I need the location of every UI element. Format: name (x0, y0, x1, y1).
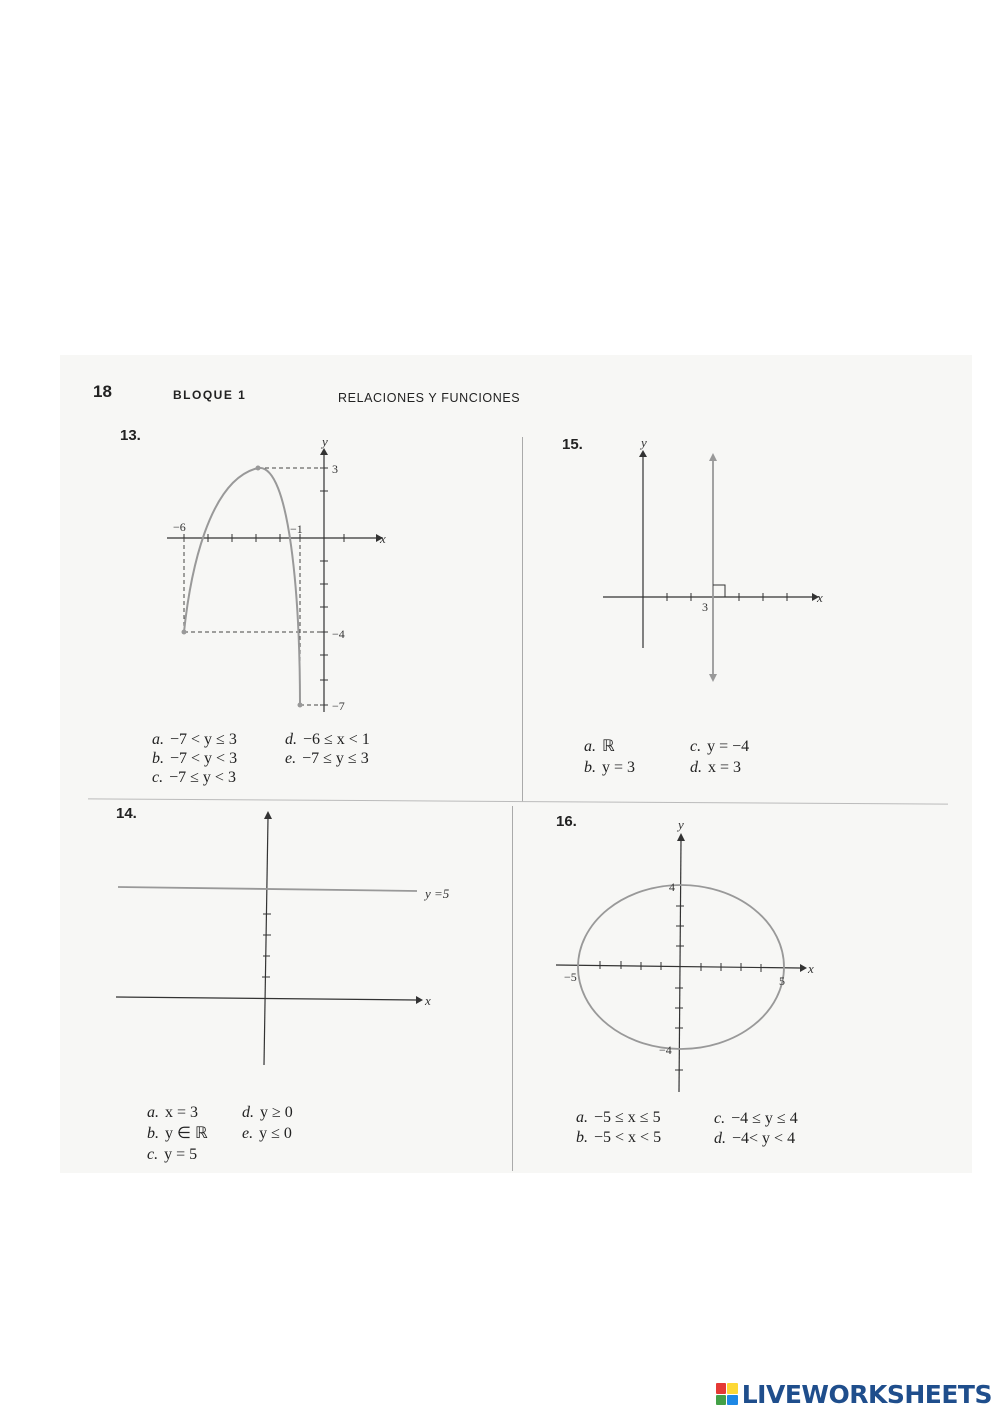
q16-y-label-4: 4 (669, 880, 675, 894)
question-16-graph (552, 812, 822, 1097)
question-14-number: 14. (116, 805, 137, 822)
q13-option-b[interactable]: b. −7 < y < 3 (152, 750, 238, 767)
q15-x-label-3: 3 (702, 600, 708, 614)
q15-y-axis-label: y (641, 435, 647, 450)
question-15-graph (595, 432, 835, 692)
q13-option-e[interactable]: e. −7 ≤ y ≤ 3 (285, 750, 369, 767)
q13-x-axis-label: x (380, 531, 386, 546)
q13-y-axis-label: y (322, 434, 328, 449)
q14-option-e[interactable]: e. y ≤ 0 (242, 1125, 292, 1142)
liveworksheets-logo-icon (716, 1383, 738, 1405)
q16-x-label-5: 5 (779, 974, 785, 988)
q16-y-label-neg4: −4 (659, 1043, 672, 1057)
q14-option-d[interactable]: d. y ≥ 0 (242, 1104, 293, 1121)
q15-option-d[interactable]: d. x = 3 (690, 759, 742, 776)
q13-x-label-neg1: −1 (290, 522, 303, 536)
q15-option-b[interactable]: b. y = 3 (584, 759, 636, 776)
q16-x-label-neg5: −5 (564, 970, 577, 984)
question-13-number: 13. (120, 427, 141, 444)
q16-y-axis-label: y (678, 817, 684, 832)
section-title: RELACIONES Y FUNCIONES (338, 391, 521, 405)
q15-option-a[interactable]: a. ℝ (584, 738, 615, 755)
column-divider-top (522, 437, 523, 802)
q16-option-d[interactable]: d. −4< y < 4 (714, 1130, 796, 1147)
block-title: BLOQUE 1 (173, 388, 247, 402)
question-16-number: 16. (556, 813, 577, 830)
q16-x-axis-label: x (808, 961, 814, 976)
q16-option-a[interactable]: a. −5 ≤ x ≤ 5 (576, 1109, 661, 1126)
column-divider-bottom (512, 806, 513, 1171)
q13-y-label-3: 3 (332, 462, 338, 476)
q13-option-c[interactable]: c. −7 ≤ y < 3 (152, 769, 236, 786)
liveworksheets-brand[interactable] (716, 1379, 992, 1409)
brand-name: LIVEWORKSHEETS (741, 1379, 992, 1409)
q14-option-c[interactable]: c. y = 5 (147, 1146, 198, 1163)
page-number: 18 (93, 382, 112, 401)
question-13-graph (150, 425, 400, 725)
q15-option-c[interactable]: c. y = −4 (690, 738, 750, 755)
q16-option-c[interactable]: c. −4 ≤ y ≤ 4 (714, 1110, 798, 1127)
q14-option-b[interactable]: b. y ∈ ℝ (147, 1125, 208, 1142)
question-14-graph (112, 805, 452, 1070)
q16-option-b[interactable]: b. −5 < x < 5 (576, 1129, 662, 1146)
q15-x-axis-label: x (817, 590, 823, 605)
q13-y-label-neg7: −7 (332, 699, 345, 713)
q14-option-a[interactable]: a. x = 3 (147, 1104, 199, 1121)
q14-x-axis-label: x (425, 993, 431, 1008)
q13-y-label-neg4: −4 (332, 627, 345, 641)
q13-option-d[interactable]: d. −6 ≤ x < 1 (285, 731, 370, 748)
q14-line-label: y =5 (425, 886, 450, 901)
q13-x-label-neg6: −6 (173, 520, 186, 534)
question-15-number: 15. (562, 436, 583, 453)
q13-option-a[interactable]: a. −7 < y ≤ 3 (152, 731, 237, 748)
